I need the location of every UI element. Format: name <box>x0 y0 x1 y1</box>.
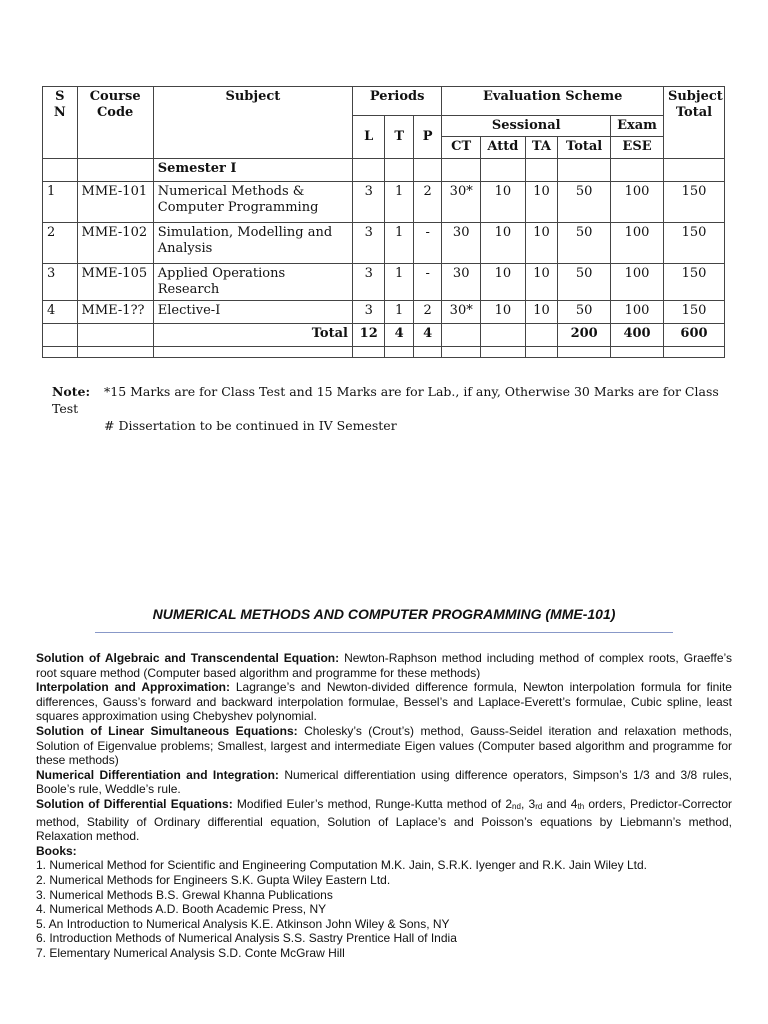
section-text: Lagrange’s and Newton-divided difference formula, Newton interpolation formula for finite differences, Gauss’s forward and backward interpolation formulae, Bessel’s and Laplace-Everett’s formulae, Cubic spline, least squares approximation using Chebyshev polynomial. <box>36 680 732 724</box>
cell-subject-total: 150 <box>663 181 724 222</box>
header-sessional: Sessional <box>442 116 611 137</box>
table-header-row <box>43 87 725 116</box>
header-sn: S N <box>43 87 78 159</box>
header-periods: Periods <box>352 87 441 116</box>
cell-ese: 100 <box>611 222 664 263</box>
table-row <box>43 222 725 263</box>
table-row <box>43 263 725 301</box>
note-line-2: # Dissertation to be continued in IV Semester <box>104 418 397 433</box>
list-item: 5. An Introduction to Numerical Analysis K.E. Atkinson John Wiley & Sons, NY <box>36 916 450 931</box>
cell-p: 2 <box>413 301 441 324</box>
section-text: orders, Predictor-Corrector method, Stability of Ordinary differential equation, Solution of Laplace’s and Poisson’s equations by Liebmann’s method, Relaxation method. <box>36 796 732 844</box>
cell-attd: 10 <box>481 263 526 301</box>
section-text: and 4 <box>542 796 578 811</box>
header-subject-total: Subject Total <box>663 87 724 159</box>
ordinal-suffix: th <box>577 801 585 811</box>
cell-ct: 30* <box>442 301 481 324</box>
header-p: P <box>413 116 441 159</box>
header-subject: Subject <box>153 87 352 159</box>
list-item: 6. Introduction Methods of Numerical Analysis S.S. Sastry Prentice Hall of India <box>36 931 457 946</box>
cell-ta: 10 <box>525 181 558 222</box>
header-l: L <box>352 116 385 159</box>
ordinal-suffix: nd <box>512 801 521 811</box>
cell-p: 2 <box>413 181 441 222</box>
cell-total: 50 <box>558 263 611 301</box>
section-heading: Interpolation and Approximation: <box>36 680 230 695</box>
header-evaluation-scheme: Evaluation Scheme <box>442 87 664 116</box>
notes-block <box>52 383 732 434</box>
cell-ta: 10 <box>525 263 558 301</box>
total-l: 12 <box>352 324 385 347</box>
list-item: 1. Numerical Method for Scientific and Engineering Computation M.K. Jain, S.R.K. Iyenger and R.K. Jain Wiley Ltd. <box>36 858 647 873</box>
cell-ese: 100 <box>611 301 664 324</box>
cell-sn: 3 <box>43 263 78 301</box>
cell-attd: 10 <box>481 222 526 263</box>
header-ct: CT <box>442 137 481 158</box>
semester-row <box>43 158 725 181</box>
total-t: 4 <box>385 324 413 347</box>
header-course-code: Course Code <box>77 87 153 159</box>
cell-total: 50 <box>558 301 611 324</box>
cell-t: 1 <box>385 222 413 263</box>
section-text: Modified Euler’s method, Runge-Kutta method of 2 <box>236 796 513 811</box>
title-divider <box>95 632 673 633</box>
syllabus-section <box>36 797 732 844</box>
table-tail-row <box>43 347 725 358</box>
cell-attd: 10 <box>481 181 526 222</box>
list-item: 2. Numerical Methods for Engineers S.K. Gupta Wiley Eastern Ltd. <box>36 872 391 887</box>
section-text: Numerical differentiation using difference operators, Simpson’s 1/3 and 3/8 rules, Boole’s rule, Weddle’s rule. <box>36 767 732 797</box>
books-heading <box>36 844 732 859</box>
cell-ese: 100 <box>611 263 664 301</box>
cell-ct: 30 <box>442 263 481 301</box>
cell-t: 1 <box>385 301 413 324</box>
note-line-1 <box>52 383 732 417</box>
cell-sn: 2 <box>43 222 78 263</box>
cell-subject: Simulation, Modelling and Analysis <box>153 222 352 263</box>
table-row <box>43 301 725 324</box>
books-heading-label: Books: <box>36 843 77 858</box>
evaluation-scheme-table <box>42 86 725 358</box>
section-heading: Numerical Differentiation and Integration: <box>36 767 279 782</box>
note-text-1: *15 Marks are for Class Test and 15 Marks are for Lab., if any, Otherwise 30 Marks are for Class Test <box>52 384 719 416</box>
section-text: Cholesky’s (Crout’s) method, Gauss-Seidel iteration and relaxation methods, Solution of Eigenvalue problems; Smallest, largest and intermediate Eigen values (Computer based algorithm and programme for these methods) <box>36 723 732 768</box>
cell-l: 3 <box>352 301 385 324</box>
section-heading: Solution of Differential Equations: <box>36 796 233 811</box>
total-row <box>43 324 725 347</box>
header-exam: Exam <box>611 116 664 137</box>
header-ta: TA <box>525 137 558 158</box>
course-title: NUMERICAL METHODS AND COMPUTER PROGRAMMING (MME-101) <box>152 606 616 622</box>
cell-code: MME-1?? <box>77 301 153 324</box>
cell-l: 3 <box>352 181 385 222</box>
total-label: Total <box>153 324 352 347</box>
note-label: Note: <box>52 384 91 399</box>
total-subject-total: 600 <box>663 324 724 347</box>
cell-subject: Elective-I <box>153 301 352 324</box>
section-heading: Solution of Linear Simultaneous Equations: <box>36 723 298 738</box>
cell-subject: Numerical Methods & Computer Programming <box>153 181 352 222</box>
section-text: Newton-Raphson method including method of complex roots, Graeffe’s root square method (Computer based algorithm and programme for these methods) <box>36 651 732 680</box>
cell-ct: 30 <box>442 222 481 263</box>
cell-l: 3 <box>352 222 385 263</box>
cell-sn: 1 <box>43 181 78 222</box>
cell-t: 1 <box>385 263 413 301</box>
cell-ct: 30* <box>442 181 481 222</box>
cell-p: - <box>413 263 441 301</box>
header-total: Total <box>558 137 611 158</box>
cell-subject-total: 150 <box>663 263 724 301</box>
header-attd: Attd <box>481 137 526 158</box>
total-p: 4 <box>413 324 441 347</box>
cell-l: 3 <box>352 263 385 301</box>
syllabus-section <box>36 724 732 768</box>
cell-ese: 100 <box>611 181 664 222</box>
syllabus-section <box>36 651 732 680</box>
syllabus-section <box>36 680 732 724</box>
section-text: , 3 <box>520 796 536 811</box>
cell-p: - <box>413 222 441 263</box>
list-item: 7. Elementary Numerical Analysis S.D. Conte McGraw Hill <box>36 945 345 960</box>
cell-code: MME-102 <box>77 222 153 263</box>
cell-total: 50 <box>558 181 611 222</box>
list-item: 3. Numerical Methods B.S. Grewal Khanna Publications <box>36 887 333 902</box>
table-row <box>43 181 725 222</box>
cell-code: MME-101 <box>77 181 153 222</box>
cell-total: 50 <box>558 222 611 263</box>
list-item: 4. Numerical Methods A.D. Booth Academic Press, NY <box>36 902 327 917</box>
cell-code: MME-105 <box>77 263 153 301</box>
cell-sn: 4 <box>43 301 78 324</box>
section-heading: Solution of Algebraic and Transcendental Equation: <box>36 651 340 665</box>
header-ese: ESE <box>611 137 664 158</box>
header-t: T <box>385 116 413 159</box>
books-list <box>36 858 732 960</box>
total-sessional: 200 <box>558 324 611 347</box>
cell-attd: 10 <box>481 301 526 324</box>
total-ese: 400 <box>611 324 664 347</box>
cell-ta: 10 <box>525 301 558 324</box>
cell-subject: Applied Operations Research <box>153 263 352 301</box>
cell-t: 1 <box>385 181 413 222</box>
syllabus-body <box>36 651 732 960</box>
ordinal-suffix: rd <box>535 801 543 811</box>
syllabus-section <box>36 768 732 797</box>
cell-subject-total: 150 <box>663 301 724 324</box>
cell-ta: 10 <box>525 222 558 263</box>
semester-label: Semester I <box>153 158 352 181</box>
cell-subject-total: 150 <box>663 222 724 263</box>
